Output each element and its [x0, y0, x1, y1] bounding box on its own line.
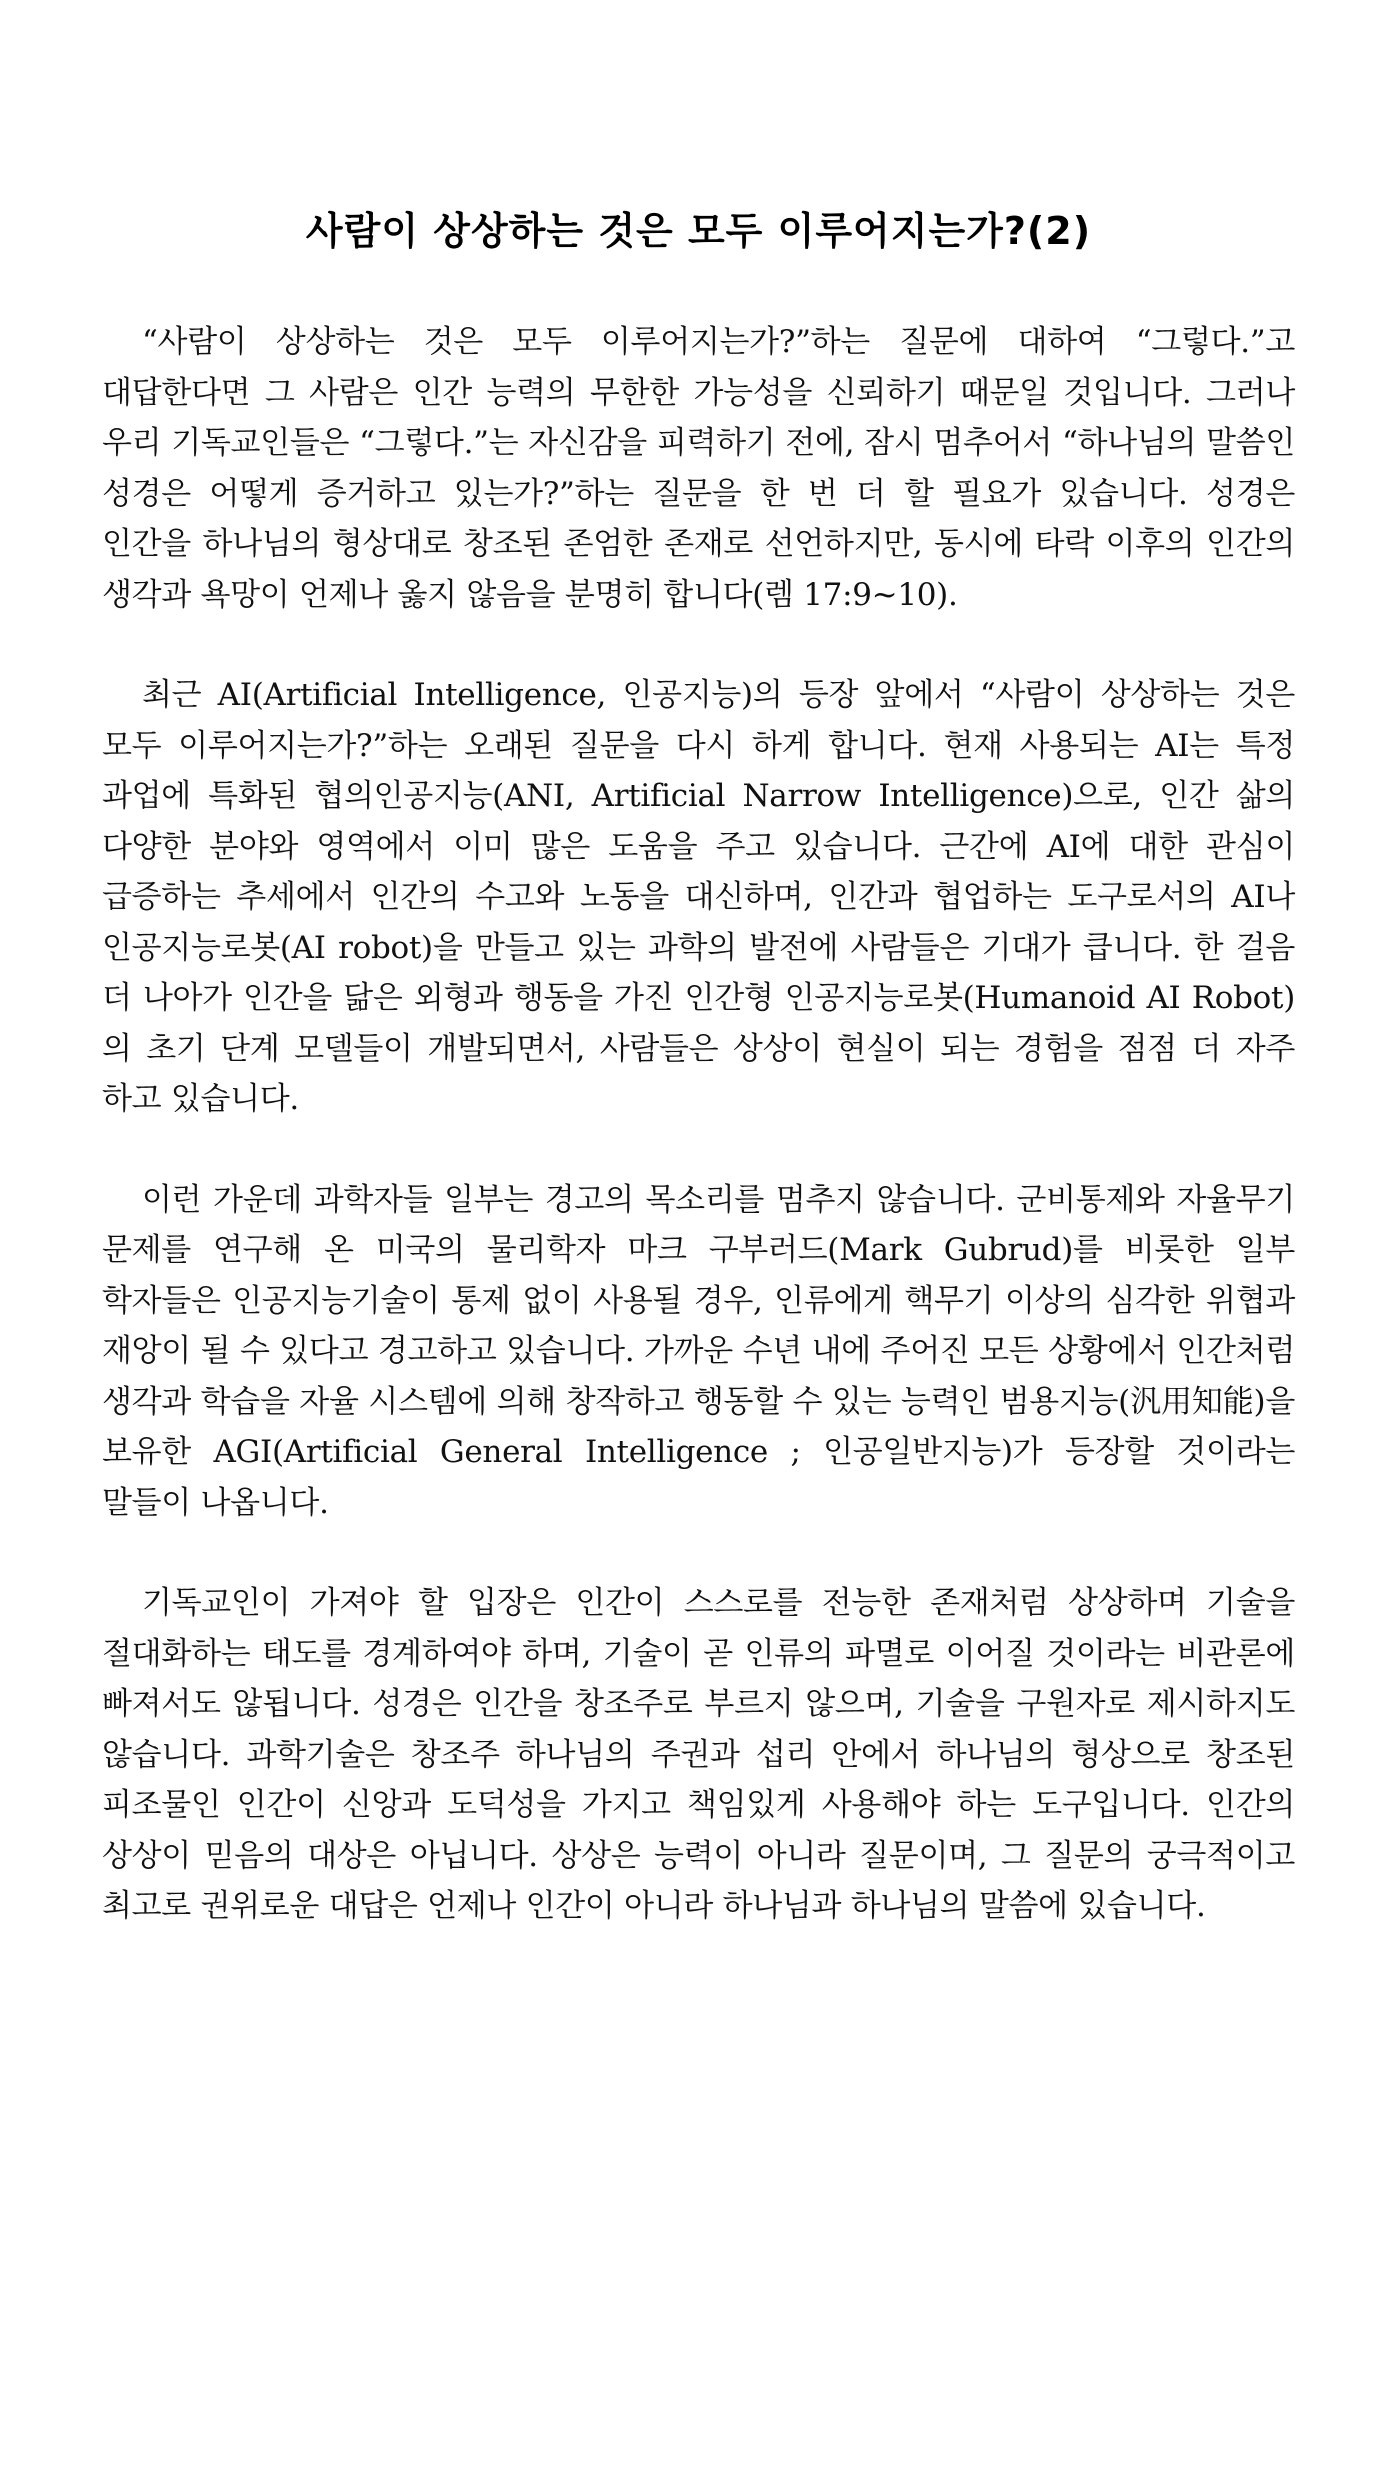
paragraph-4: 기독교인이 가져야 할 입장은 인간이 스스로를 전능한 존재처럼 상상하며 기술을 절대화하는 태도를 경계하여야 하며, 기술이 곧 인류의 파멸로 이어질 것이라는 비관론에 빠져서도 않됩니다. 성경은 인간을 창조주로 부르지 않으며, 기술을 구원자로 제시하지도 않습니다. 과학기술은 창조주 하나님의 주권과 섭리 안에서 하나님의 형상으로 창조된 피조물인 인간이 신앙과 도덕성을 가지고 책임있게 사용해야 하는 도구입니다. 인간의 상상이 믿음의 대상은 아닙니다. 상상은 능력이 아니라 질문이며, 그 질문의 궁극적이고 최고로 권위로운 대답은 언제나 인간이 아니라 하나님과 하나님의 말씀에 있습니다. — [102, 1585, 1295, 1924]
paragraph-1: “사람이 상상하는 것은 모두 이루어지는가?”하는 질문에 대하여 “그렇다.”고 대답한다면 그 사람은 인간 능력의 무한한 가능성을 신뢰하기 때문일 것입니다. 그러나 우리 기독교인들은 “그렇다.”는 자신감을 피력하기 전에, 잠시 멈추어서 “하나님의 말씀인 성경은 어떻게 증거하고 있는가?”하는 질문을 한 번 더 할 필요가 있습니다. 성경은 인간을 하나님의 형상대로 창조된 존엄한 존재로 선언하지만, 동시에 타락 이후의 인간의 생각과 욕망이 언제나 옳지 않음을 분명히 합니다(렘 17:9~10). — [102, 324, 1295, 613]
document-title: 사람이 상상하는 것은 모두 이루어지는가?(2) — [305, 209, 1092, 253]
paragraph-2: 최근 AI(Artificial Intelligence, 인공지능)의 등장 앞에서 “사람이 상상하는 것은 모두 이루어지는가?”하는 오래된 질문을 다시 하게 합니다. 현재 사용되는 AI는 특정 과업에 특화된 협의인공지능(ANI, Artificial Narrow Intelligence)으로, 인간 삶의 다양한 분야와 영역에서 이미 많은 도움을 주고 있습니다. 근간에 AI에 대한 관심이 급증하는 추세에서 인간의 수고와 노동을 대신하며, 인간과 협업하는 도구로서의 AI나 인공지능로봇(AI robot)을 만들고 있는 과학의 발전에 사람들은 기대가 큽니다. 한 걸음 더 나아가 인간을 닮은 외형과 행동을 가진 인간형 인공지능로봇(Humanoid AI Robot)의 초기 단계 모델들이 개발되면서, 사람들은 상상이 현실이 되는 경험을 점점 더 자주 하고 있습니다. — [102, 677, 1295, 1117]
paragraph-3: 이런 가운데 과학자들 일부는 경고의 목소리를 멈추지 않습니다. 군비통제와 자율무기 문제를 연구해 온 미국의 물리학자 마크 구부러드(Mark Gubrud)를 비롯한 일부 학자들은 인공지능기술이 통제 없이 사용될 경우, 인류에게 핵무기 이상의 심각한 위협과 재앙이 될 수 있다고 경고하고 있습니다. 가까운 수년 내에 주어진 모든 상황에서 인간처럼 생각과 학습을 자율 시스템에 의해 창작하고 행동할 수 있는 능력인 범용지능(汎用知能)을 보유한 AGI(Artificial General Intelligence ; 인공일반지능)가 등장할 것이라는 말들이 나옵니다. — [102, 1181, 1295, 1521]
document-body — [102, 317, 1295, 1932]
